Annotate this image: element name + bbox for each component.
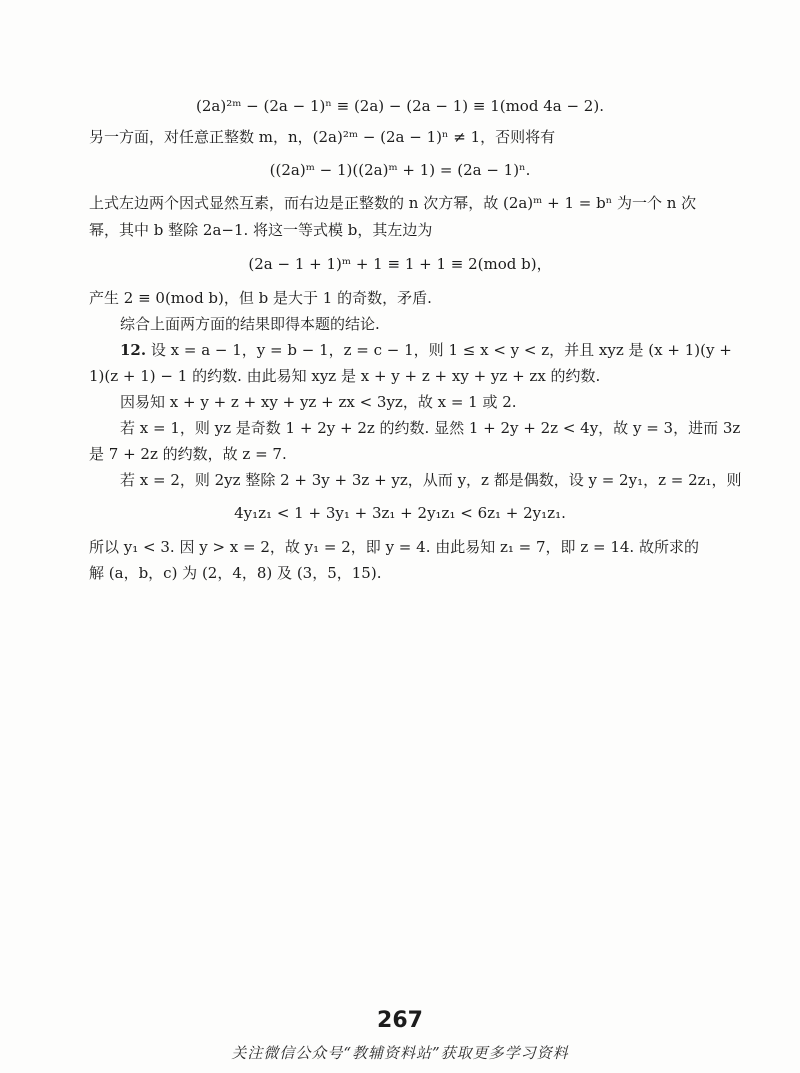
- paragraph-9-line-2: 解 (a，b，c) 为 (2，4，8) 及 (3，5，15).: [89, 564, 382, 582]
- paragraph-2-line-1: 上式左边两个因式显然互素，而右边是正整数的 n 次方幂，故 (2a)ᵐ + 1 = bⁿ 为一个 n 次: [89, 194, 697, 212]
- paragraph-2-line-2: 幂，其中 b 整除 2a−1. 将这一等式模 b，其左边为: [89, 221, 433, 239]
- paragraph-3: 产生 2 ≡ 0(mod b)，但 b 是大于 1 的奇数，矛盾.: [89, 289, 432, 307]
- page-number: 267: [377, 1008, 423, 1033]
- paragraph-8: 若 x = 2，则 2yz 整除 2 + 3y + 3z + yz，从而 y，z 都是偶数，设 y = 2y₁，z = 2z₁，则: [120, 471, 742, 489]
- paragraph-1: 另一方面，对任意正整数 m，n，(2a)²ᵐ − (2a − 1)ⁿ ≠ 1，否则将有: [89, 128, 556, 146]
- equation-1: (2a)²ᵐ − (2a − 1)ⁿ ≡ (2a) − (2a − 1) ≡ 1(mod 4a − 2).: [196, 97, 604, 115]
- problem-12-line-1: [120, 340, 732, 360]
- equation-3: (2a − 1 + 1)ᵐ + 1 ≡ 1 + 1 ≡ 2(mod b)，: [248, 255, 552, 273]
- paragraph-4: 综合上面两方面的结果即得本题的结论.: [120, 315, 380, 333]
- problem-12-line-2: 1)(z + 1) − 1 的约数. 由此易知 xyz 是 x + y + z + xy + yz + zx 的约数.: [89, 367, 601, 385]
- footer-note: 关注微信公众号“教辅资料站”获取更多学习资料: [231, 1044, 569, 1062]
- equation-4: 4y₁z₁ < 1 + 3y₁ + 3z₁ + 2y₁z₁ < 6z₁ + 2y₁z₁.: [234, 504, 566, 522]
- paragraph-7-line-2: 是 7 + 2z 的约数，故 z = 7.: [89, 445, 287, 463]
- problem-12-text: 设 x = a − 1，y = b − 1，z = c − 1，则 1 ≤ x < y < z，并且 xyz 是 (x + 1)(y +: [146, 341, 732, 359]
- equation-2: ((2a)ᵐ − 1)((2a)ᵐ + 1) = (2a − 1)ⁿ.: [269, 161, 531, 179]
- paragraph-7-line-1: 若 x = 1，则 yz 是奇数 1 + 2y + 2z 的约数. 显然 1 + 2y + 2z < 4y，故 y = 3，进而 3z: [120, 419, 741, 437]
- paragraph-6: 因易知 x + y + z + xy + yz + zx < 3yz，故 x = 1 或 2.: [120, 393, 517, 411]
- paragraph-9-line-1: 所以 y₁ < 3. 因 y > x = 2，故 y₁ = 2，即 y = 4. 由此易知 z₁ = 7，即 z = 14. 故所求的: [89, 538, 699, 556]
- problem-number: 12.: [120, 341, 147, 359]
